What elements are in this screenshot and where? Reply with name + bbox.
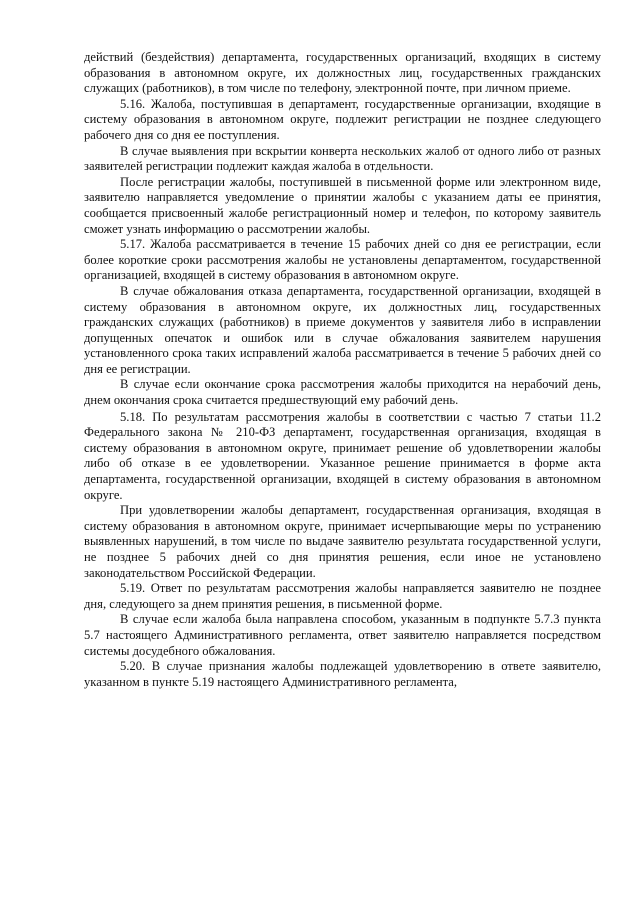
paragraph-registration-notice: После регистрации жалобы, поступившей в письменной форме или электронном виде, заявителю направляется уведомление о принятии жалобы с указанием даты ее принятия, сообщается присвоенный жалобе регистрационный номер и телефон, по которому заявитель сможет узнать информацию о рассмотрении жалобы. (84, 174, 601, 236)
paragraph-5-16: 5.16. Жалоба, поступившая в департамент, государственные организации, входящие в систему образования в автономном округе, подлежит регистрации не позднее следующего рабочего дня со дня ее поступления. (84, 96, 601, 142)
paragraph-5-19: 5.19. Ответ по результатам рассмотрения жалобы направляется заявителю не позднее дня, следующего за днем принятия решения, в письменной форме. (84, 581, 601, 611)
paragraph-5-18: 5.18. По результатам рассмотрения жалобы в соответствии с частью 7 статьи 11.2 Федерального закона № 210-ФЗ департамент, государственная организация, входящая в систему образования в автономном округе, принимает решение об удовлетворении жалобы либо об отказе в ее удовлетворении. Указанное решение принимается в форме акта департамента, государственной организации, входящей в систему образования в автономном округе. (84, 409, 601, 502)
paragraph-multiple-complaints: В случае выявления при вскрытии конверта нескольких жалоб от одного либо от разных заявителей регистрации подлежит каждая жалоба в отдельности. (84, 143, 601, 174)
paragraph-5-17: 5.17. Жалоба рассматривается в течение 15 рабочих дней со дня ее регистрации, если более короткие сроки рассмотрения жалобы не установлены департаментом, государственной организацией, входящей в систему образования в автономном округе. (84, 237, 601, 283)
document-body (84, 50, 601, 690)
paragraph-continuation: действий (бездействия) департамента, государственных организаций, входящих в систему образования в автономном округе, их должностных лиц, государственных гражданских служащих (работников), в том числе по телефону, электронной почте, при личном приеме. (84, 50, 601, 96)
paragraph-pretrial-system: В случае если жалоба была направлена способом, указанным в подпункте 5.7.3 пункта 5.7 настоящего Административного регламента, ответ заявителю направляется посредством системы досудебного обжалования. (84, 612, 601, 658)
paragraph-5-20: 5.20. В случае признания жалобы подлежащей удовлетворению в ответе заявителю, указанном в пункте 5.19 настоящего Административного регламента, (84, 659, 601, 689)
paragraph-nonworking-day: В случае если окончание срока рассмотрения жалобы приходится на нерабочий день, днем окончания срока считается предшествующий ему рабочий день. (84, 377, 601, 408)
paragraph-satisfaction-measures: При удовлетворении жалобы департамент, государственная организация, входящая в систему образования в автономном округе, принимает исчерпывающие меры по устранению выявленных нарушений, в том числе по выдаче заявителю результата государственной услуги, не позднее 5 рабочих дней со дня принятия решения, если иное не установлено законодательством Российской Федерации. (84, 503, 601, 580)
paragraph-refusal-appeal: В случае обжалования отказа департамента, государственной организации, входящей в систему образования в автономном округе, их должностных лиц, государственных гражданских служащих (работников) в приеме документов у заявителя либо в исправлении допущенных опечаток и ошибок или в случае обжалования заявителем нарушения установленного срока таких исправлений жалоба рассматривается в течение 5 рабочих дней со дня ее регистрации. (84, 283, 601, 376)
